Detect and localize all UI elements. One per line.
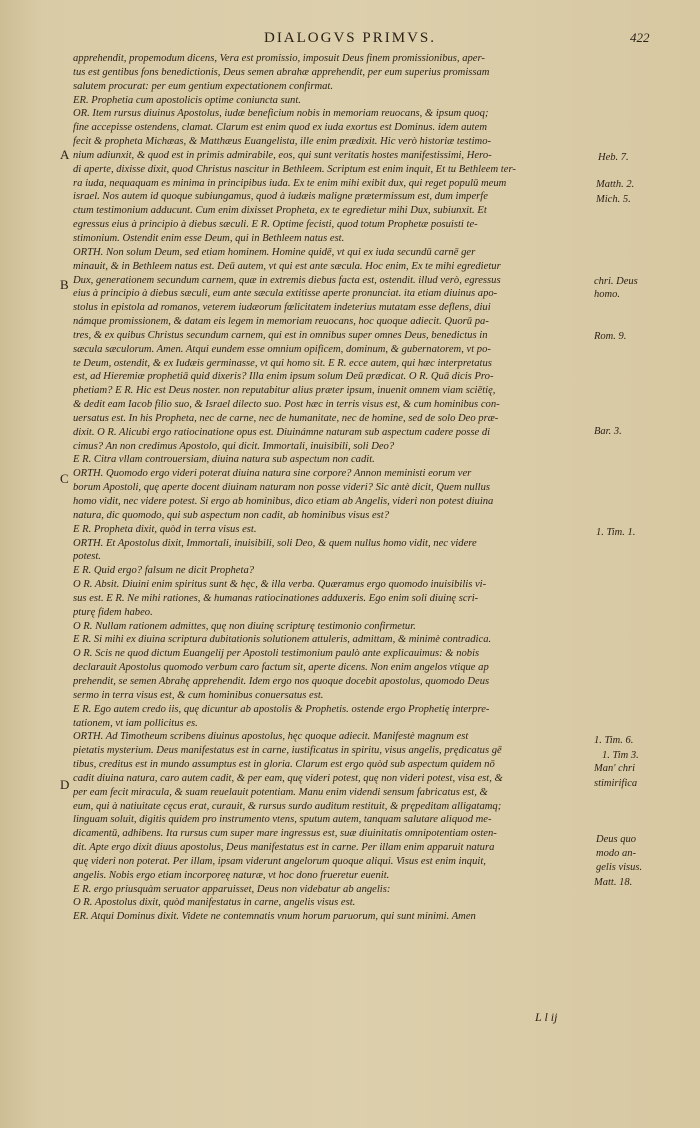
- margin-note-gelis: gelis visus.: [596, 862, 643, 873]
- text-line: potest.: [73, 551, 101, 563]
- text-line: est, ad Hieremiæ prophetiā quid dixeris? Illa enim ipsum solum Deū prædicat. O R. Quā dicis Pro-: [73, 371, 494, 383]
- text-line: prehendit, se semen Abrahę apprehendit. Idem ergo nos quoque docebit apostolus, quomodo Deus: [73, 675, 490, 687]
- text-line: cadit diuina natura, caro autem cadit, & per eam, quę videri potest, quę non videri potest, visa est, &: [73, 772, 503, 784]
- margin-note-mich: Mich. 5.: [596, 194, 631, 205]
- section-letter-c: C: [60, 471, 69, 486]
- text-line: quę videri non poterat. Per illam, ipsam viderunt angelorum quoque aliqui. Visus est enim inquit,: [73, 855, 486, 867]
- margin-note-tim1: 1. Tim. 1.: [596, 527, 636, 538]
- text-line: te Deum, ostendit, & ex Iudæis germinasse, vt qui homo sit. E R. ecce autem, qui hæc interpretatus: [73, 357, 492, 369]
- text-line: & dedit eam Iacob filio suo, & Israel dilecto suo. Post hæc in terris visus est, & cum hominibus con-: [73, 399, 500, 411]
- signature-mark: L l ij: [535, 1010, 558, 1024]
- text-line: fecit & propheta Michæas, & Matthæus Euangelista, ille enim prædixit. Hic verò historiæ testimo-: [73, 136, 492, 148]
- text-line: ER. Atqui Dominus dixit. Videte ne contemnatis vnum horum paruorum, qui sunt minimi. Amen: [73, 911, 476, 923]
- text-line: ORTH. Non solum Deum, sed etiam hominem. Homine quidē, vt qui ex iuda secundū carnē ger: [73, 246, 476, 258]
- margin-note-stimirifica: stimirifica: [594, 778, 638, 789]
- main-text-block: [73, 52, 590, 924]
- margin-note-manchri: Man' chri: [594, 763, 636, 774]
- text-line: borum Apostoli, quę aperte docent diuinam naturam non posse videri? Sic antè dicit, Quem nullus: [73, 482, 491, 494]
- text-line: sermo in terra visus est, & cum hominibus conuersatus est.: [73, 689, 324, 701]
- text-line: tus est gentibus fons benedictionis, Deus semen abrahæ apprehendit, per eum superius promissam: [73, 66, 490, 78]
- text-line: E R. Si mihi ex diuina scriptura dubitationis solutionem attuleris, admittam, & minimè contradica.: [73, 634, 492, 646]
- text-line: dixit. O R. Alicubi ergo ratiocinatione opus est. Diuinámne naturam sub aspectum cadere posse di: [73, 426, 491, 438]
- text-line: E R. ergo priusquàm seruator apparuisset, Deus non videbatur ab angelis:: [73, 883, 391, 895]
- text-line: ORTH. Ad Timotheum scribens diuinus apostolus, hęc quoque adiecit. Manifestè magnum est: [73, 731, 469, 743]
- text-line: tibus, creditus est in mundo assumptus est in gloria. Clarum est ergo quòd sub aspectum quidem nō: [73, 759, 495, 771]
- text-line: ER. Prophetia cum apostolicis optime coniuncta sunt.: [73, 94, 301, 106]
- text-line: israel. Nos autem id quoque subiungamus, quod à iudæis maligne prætermissum est, dum imperfe: [73, 191, 488, 203]
- text-line: uersatus est. In his Propheta, nec de carne, nec de humanitate, nec de homine, sed de solo Deo præ-: [73, 412, 499, 424]
- text-line: minauit, & in Bethleem natus est. Deū autem, vt qui est ante sæcula. Hoc enim, Ex te mihi egredietur: [73, 260, 501, 272]
- text-line: O R. Absit. Diuini enim spiritus sunt & hęc, & illa verba. Quæramus ergo quomodo inuisibilis vi-: [73, 579, 487, 591]
- page-number: 422: [630, 30, 650, 45]
- margin-note-chri-deus: chri. Deus: [594, 276, 638, 287]
- text-line: salutem procurat: per eum gentium expectationem confirmat.: [73, 80, 333, 92]
- text-line: stimonium. Ostendit enim esse Deum, qui in Bethleem natus est.: [73, 232, 345, 244]
- text-line: eius à principio à diebus sæculi, eum ante sæcula extitisse aperte pronunciat. ita etiam diuinus apo-: [73, 288, 498, 300]
- section-letter-d: D: [60, 777, 70, 792]
- text-line: ra iuda, nequaquam es minima in principibus iuda. Ex te enim mihi exibit dux, qui reget populū meum: [73, 177, 507, 189]
- text-line: pturę fidem habeo.: [73, 606, 153, 618]
- text-line: E R. Propheta dixit, quòd in terra visus est.: [73, 523, 257, 535]
- text-line: O R. Scis ne quod dictum Euangelij per Apostoli testimonium paulò ante explicauimus: & nobis: [73, 648, 480, 660]
- text-line: stolus in epistola ad romanos, veterem iudæorum fœlicitatem indeterius mutatam esse deflens, diui: [73, 302, 491, 314]
- text-line: natura, dic quomodo, qui sub aspectum non cadit, ab hominibus visus est?: [73, 509, 390, 521]
- text-line: E R. Citra vllam controuersiam, diuina natura sub aspectum non cadit.: [73, 454, 375, 466]
- text-line: egressus eius à principio à diebus sæculi. E R. Optime fecisti, quod totum Prophetæ posuisti te-: [73, 219, 478, 231]
- text-line: E R. Quid ergo? falsum ne dicit Propheta?: [73, 565, 255, 577]
- margin-note-tim3: 1. Tim 3.: [602, 750, 639, 761]
- text-line: declarauit Apostolus quomodo verbum caro factum sit, aperte dicens. Non enim angelos vtique ap: [73, 662, 489, 674]
- text-line: pietatis mysterium. Deus manifestatus est in carne, iustificatus in spiritu, visus angelis, prędicatus gē: [73, 745, 502, 757]
- text-line: eum, qui à natiuitate cęcus erat, curauit, & rursus surdo auditum restituit, & prępeditam alligatamq;: [73, 800, 502, 812]
- text-line: fine accepisse ostendens, clamat. Clarum est enim quod ex iuda exortus est Dominus. idem autem: [73, 122, 487, 134]
- text-line: O R. Apostolus dixit, quòd manifestatus in carne, angelis visus est.: [73, 897, 356, 909]
- text-line: apprehendit, propemodum dicens, Vera est promissio, imposuit Deus finem promissionibus, aper-: [73, 53, 485, 64]
- margin-note-bar: Bar. 3.: [594, 426, 622, 437]
- text-line: tationem, vt iam pollicitus es.: [73, 717, 198, 729]
- text-line: E R. Ego autem credo iis, quę dicuntur ab apostolis & Prophetis. ostende ergo Prophetię interpre-: [73, 703, 490, 715]
- text-line: Dux, generationem secundum carnem, quæ in extremis diebus facta est, ostendit. illud verò, egressus: [73, 274, 501, 286]
- text-line: dicamentū, adhibens. Ita rursus cum super mare ingressus est, suæ diuinitatis omnipotentiam osten-: [73, 828, 497, 840]
- text-line: OR. Item rursus diuinus Apostolus, iudæ beneficium nobis in memoriam reuocans, & ipsum quoq;: [73, 108, 489, 120]
- text-line: cimus? An non credimus Apostolo, qui dicit. Immortali, inuisibili, soli Deo?: [73, 440, 395, 452]
- section-letter-b: B: [60, 277, 69, 292]
- text-line: di aperte, dixisse dixit, quod Christus nascitur in Bethleem. Scriptum est enim inquit, Et tu Bethleem ter-: [73, 163, 516, 175]
- margin-note-deus-quo: Deus quo: [596, 834, 636, 845]
- text-line: homo vidit, nec videre potest. Si ergo ab hominibus, dico etiam ab Angelis, videri non potest diuina: [73, 496, 494, 507]
- text-line: tres, & ex quibus Christus secundum carnem, qui est in omnibus super omnes Deus, benedictus in: [73, 329, 488, 341]
- text-line: dit. Apte ergo dixit diuus apostolus, Deus manifestatus est in carne. Per illam enim apparuit natura: [73, 842, 495, 854]
- margin-note-rom: Rom. 9.: [594, 331, 627, 342]
- text-line: ctum testimonium adducunt. Cum enim dixisset Propheta, ex te egredietur mihi Dux, subiunxit. Et: [73, 205, 487, 217]
- margin-note-matth2: Matth. 2.: [596, 179, 635, 190]
- text-line: phetiam? E R. Hic est Deus noster. non reputabitur alius præter ipsum, inuenit omnem viam sciētię,: [73, 385, 496, 397]
- text-line: ORTH. Et Apostolus dixit, Immortali, inuisibili, soli Deo, & quem nullus homo vidit, nec videre: [73, 537, 477, 549]
- text-line: nium adiunxit, & quod est in primis admirabile, eos, qui sunt veritatis hostes manifestissimi, Hero-: [73, 149, 492, 161]
- margin-note-matt18: Matt. 18.: [594, 877, 633, 888]
- text-line: námque promissionem, & datam eis legem in memoriam reuocans, hoc quoque adiecit. Quorū pa-: [73, 316, 489, 328]
- margin-note-homo: homo.: [594, 289, 620, 300]
- text-line: ORTH. Quomodo ergo videri poterat diuina natura sine corpore? Annon meministi eorum ver: [73, 468, 472, 480]
- text-line: linguam soluit, digitis quidem pro instrumento vtens, sputum autem, tanquam salutare aliquod me-: [73, 814, 492, 826]
- text-line: sæcula sæculorum. Amen. Atqui eundem esse omnium opificem, dominum, & gubernatorem, vt po-: [73, 343, 491, 355]
- running-head: DIALOGVS PRIMVS.: [263, 30, 437, 46]
- text-line: O R. Nullam rationem admittes, quę non diuinę scripturę testimonio confirmetur.: [73, 620, 416, 632]
- section-letter-a: A: [60, 147, 70, 162]
- text-line: angelis. Nobis ergo etiam incorporeę naturæ, vt hoc dono frueretur euenit.: [73, 869, 390, 881]
- margin-note-tim6: 1. Tim. 6.: [594, 735, 634, 746]
- margin-note-heb: Heb. 7.: [598, 152, 629, 163]
- margin-note-modo-an: modo an-: [596, 848, 636, 859]
- text-line: sus est. E R. Ne mihi rationes, & humanas ratiocinationes adduxeris. Ego enim soli diuinę scri-: [73, 592, 479, 604]
- text-line: per eam fecit miracula, & suam reuelauit potentiam. Manu enim videndi sensum fabricatus est, &: [73, 786, 488, 798]
